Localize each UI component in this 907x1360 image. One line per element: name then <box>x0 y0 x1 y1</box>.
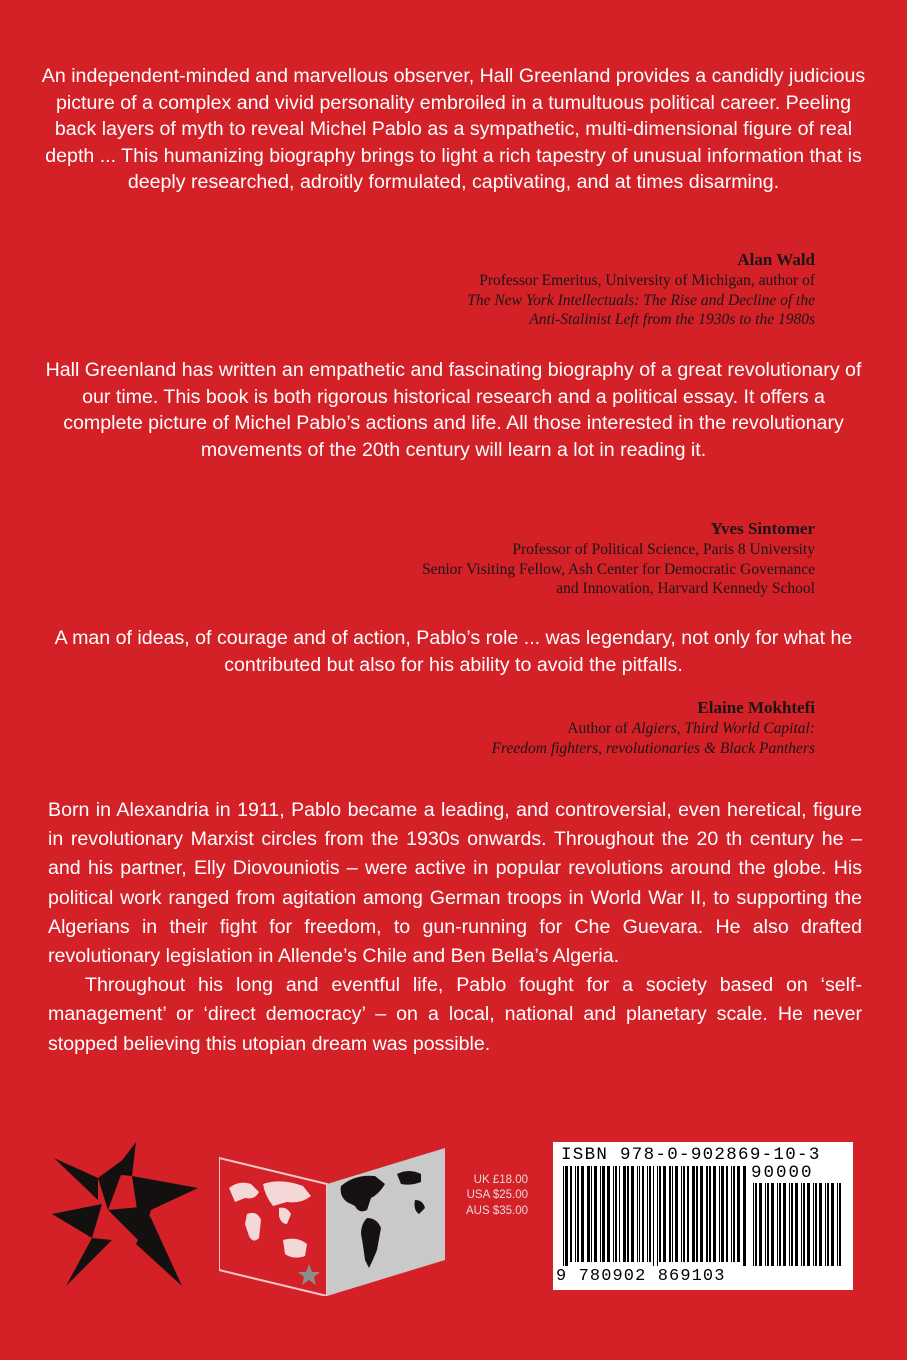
addon-barcode-bar <box>765 1183 766 1266</box>
review-quote-3: A man of ideas, of courage and of action, Pablo’s role ... was legendary, not only for what he contributed but also for his ability to avoid the pitfalls. <box>54 627 853 676</box>
barcode-bar <box>631 1166 634 1262</box>
ean-number: 9 780902 869103 <box>556 1267 726 1286</box>
price-usa: USA $25.00 <box>466 1189 528 1202</box>
attribution-1 <box>255 249 815 330</box>
ean-barcode-bars <box>561 1166 749 1266</box>
review-quote-1: An independent-minded and marvellous observer, Hall Greenland provides a candidly judicious picture of a complex and vivid personality embroiled in a tumultuous political career. Peeling back layers of myth to reveal Michel Pablo as a sympathetic, multi-dimensional figure of real depth ... This humanizing biography brings to light a rich tapestry of unusual information that is deeply researched, adroitly formulated, captivating, and at times disarming. <box>41 65 866 193</box>
barcode-bar <box>700 1166 703 1262</box>
barcode-bar <box>602 1166 605 1262</box>
reviewer-name-1: Alan Wald <box>737 250 815 269</box>
barcode-bar <box>647 1166 648 1262</box>
barcode-bar <box>607 1166 610 1262</box>
barcode-bar <box>565 1166 568 1266</box>
addon-barcode-bar <box>815 1183 817 1266</box>
barcode-bar <box>687 1166 689 1262</box>
reviewer-affiliation-2c: and Innovation, Harvard Kennedy School <box>556 580 815 597</box>
barcode-bar <box>721 1166 724 1262</box>
barcode-bar <box>563 1166 564 1266</box>
barcode-bar <box>696 1166 698 1262</box>
addon-barcode-bar <box>759 1183 762 1266</box>
addon-barcode-bar <box>825 1183 826 1266</box>
barcode-bar <box>706 1166 708 1262</box>
barcode-bar <box>709 1166 711 1262</box>
reviewer-book-title-3b: Freedom fighters, revolutionaries & Black Panthers <box>491 739 815 757</box>
barcode-bar <box>649 1166 651 1262</box>
barcode-addon-number: 90000 <box>751 1163 814 1183</box>
addon-barcode-bar <box>801 1183 802 1266</box>
blurb-paragraph-2: Throughout his long and eventful life, Pablo fought for a society based on ‘self-management’ or ‘direct democracy’ – on a local, national and planetary scale. He never stopped believing this utopian dream was possible. <box>48 974 862 1055</box>
barcode-bar <box>681 1166 682 1262</box>
barcode-bar <box>743 1166 746 1266</box>
barcode-bar <box>733 1166 735 1262</box>
addon-barcode-bar <box>837 1183 838 1266</box>
addon-barcode-bar <box>783 1183 786 1266</box>
barcode-bar <box>600 1166 601 1262</box>
addon-barcode-bar <box>831 1183 834 1266</box>
barcode-bar <box>577 1166 579 1262</box>
barcode-bar <box>692 1166 695 1262</box>
addon-barcode-bar <box>819 1183 822 1266</box>
reviewer-name-2: Yves Sintomer <box>710 519 815 538</box>
addon-barcode-bar <box>755 1183 757 1266</box>
isbn-label: ISBN 978-0-902869-10-3 <box>561 1145 821 1165</box>
book-blurb <box>48 796 862 1059</box>
barcode-bar <box>683 1166 685 1262</box>
reviewer-book-title-1b: Anti-Stalinist Left from the 1930s to the 1980s <box>529 311 815 328</box>
barcode-bar <box>663 1166 666 1262</box>
addon-barcode-bar <box>777 1183 778 1266</box>
barcode-bar <box>653 1166 654 1266</box>
reviewer-affiliation-1: Professor Emeritus, University of Michigan, author of <box>479 272 815 289</box>
attribution-2 <box>255 518 815 599</box>
barcode-bar <box>619 1166 620 1262</box>
addon-barcode-bar <box>803 1183 805 1266</box>
addon-barcode-bar <box>789 1183 790 1266</box>
reviewer-affiliation-2a: Professor of Political Science, Paris 8 University <box>512 541 815 558</box>
barcode-bar <box>615 1166 617 1262</box>
addon-barcode-bar <box>753 1183 754 1266</box>
barcode-bar <box>639 1166 640 1262</box>
review-quote-2: Hall Greenland has written an empathetic and fascinating biography of a great revolutionary of our time. This book is both rigorous historical research and a political essay. It offers a complete picture of Michel Pablo’s actions and life. All those interested in the revolutionary movements of the 20th century will learn a lot in reading it. <box>45 359 862 461</box>
addon-barcode-bar <box>771 1183 774 1266</box>
barcode-bar <box>659 1166 661 1262</box>
barcode-bar <box>570 1166 572 1262</box>
addon-barcode-bars <box>751 1183 846 1266</box>
addon-barcode-bar <box>779 1183 781 1266</box>
addon-barcode-bar <box>839 1183 841 1266</box>
barcode-bar <box>591 1166 592 1262</box>
barcode-bar <box>637 1166 638 1262</box>
barcode-bar <box>657 1166 658 1266</box>
world-map-book-icon <box>219 1144 445 1296</box>
reviewer-book-title-1a: The New York Intellectuals: The Rise and Decline of the <box>467 291 815 309</box>
addon-barcode-bar <box>795 1183 798 1266</box>
barcode-bar <box>669 1166 671 1262</box>
isbn-barcode <box>553 1142 853 1290</box>
barcode-bar <box>726 1166 728 1262</box>
barcode-bar <box>581 1166 584 1262</box>
addon-barcode-bar <box>791 1183 793 1266</box>
reviewer-affiliation-3-prefix: Author of <box>567 720 628 737</box>
barcode-bar <box>731 1166 732 1262</box>
reviewer-affiliation-2b: Senior Visiting Fellow, Ash Center for Democratic Governance <box>422 560 815 578</box>
barcode-bar <box>642 1166 644 1262</box>
star-logo-icon <box>52 1140 202 1288</box>
reviewer-name-3: Elaine Mokhtefi <box>697 698 815 717</box>
addon-barcode-bar <box>813 1183 814 1266</box>
price-list <box>462 1173 528 1219</box>
barcode-bar <box>713 1166 716 1262</box>
barcode-bar <box>737 1166 740 1262</box>
barcode-bar <box>587 1166 590 1262</box>
barcode-bar <box>623 1166 626 1262</box>
attribution-3 <box>255 697 815 758</box>
reviewer-affiliation-3 <box>255 719 815 739</box>
blurb-paragraph-1: Born in Alexandria in 1911, Pablo became a leading, and controversial, even heretical, figure in revolutionary Marxist circles from the 1930s onwards. Throughout the 20 th century he – and his partner, Elly Diovouniotis – were active in popular revolutions around the globe. His political work ranged from agitation among German troops in World War II, to supporting the Algerians in their fight for freedom, to gun-running for Che Guevara. He also drafted revolutionary legislation in Allende’s Chile and Ben Bella’s Algeria. <box>48 799 862 968</box>
barcode-bar <box>575 1166 576 1262</box>
barcode-bar <box>627 1166 629 1262</box>
barcode-bar <box>719 1166 720 1262</box>
addon-barcode-bar <box>827 1183 829 1266</box>
addon-barcode-bar <box>807 1183 810 1266</box>
barcode-bar <box>613 1166 614 1262</box>
reviewer-book-title-3a: Algiers, Third World Capital: <box>631 720 815 737</box>
barcode-bar <box>594 1166 597 1262</box>
barcode-bar <box>675 1166 678 1262</box>
barcode-bar <box>672 1166 673 1262</box>
price-uk: UK £18.00 <box>473 1174 528 1186</box>
price-aus: AUS $35.00 <box>465 1204 528 1217</box>
addon-barcode-bar <box>767 1183 769 1266</box>
